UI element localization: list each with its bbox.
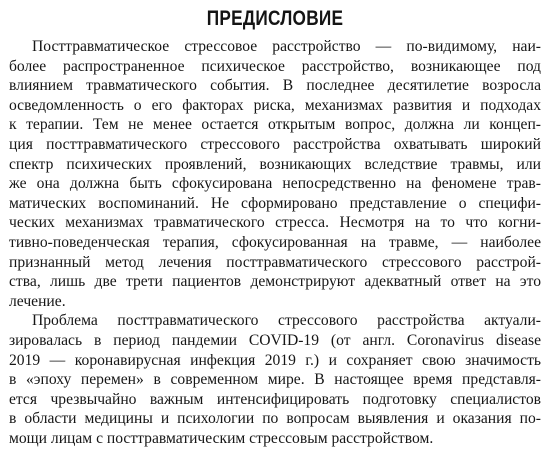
paragraph-1-line-7: спектр психических проявлений, возникающих вследствие травмы, или [9,155,541,173]
paragraph-2-line-5: ется чрезвычайно важным интенсифицировать подготовку специалистов [9,390,541,408]
paragraph-2-line-3: 2019 — коронавирусная инфекция 2019 г.) и сохраняет свою значимость [9,351,541,369]
paragraph-1-line-4: осведомленность о его факторах риска, механизмах развития и подходах [9,96,541,114]
paragraph-1-line-6: ция посттравматического стрессового расстройства охватывать широкий [9,136,541,153]
paragraph-1-line-2: более распространенное психическое расстройство, возникающее под [9,57,541,75]
paragraph-2-line-1: Проблема посттравматического стрессового расстройства актуали- [32,312,541,330]
paragraph-1-line-11: тивно-поведенческая терапия, сфокусированная на травме, — наиболее [9,234,541,251]
paragraph-1-line-9: матических воспоминаний. Не сформировано представление о специфи- [9,194,541,212]
paragraph-1-line-10: ческих механизмах травматического стресса. Несмотря на то что когни- [9,214,541,232]
paragraph-2-line-6: в области медицины и психологии по вопросам выявления и оказания по- [9,410,541,428]
page-title: ПРЕДИСЛОВИЕ [206,7,344,30]
paragraph-1-line-8: же она должна быть сфокусирована непосредственно на феномене трав- [9,175,541,193]
paragraph-1-line-3: влиянием травматического события. В последнее десятилетие возросла [9,77,541,95]
paragraph-1-line-13: ства, лишь две трети пациентов демонстрируют адекватный ответ на это [9,273,541,291]
paragraph-2-line-7: мощи лицам с посттравматическим стрессовым расстройством. [9,430,434,447]
paragraph-1-line-14: лечение. [9,292,66,310]
paragraph-2-line-2: зировалась в период пандемии COVID-19 (от англ. Coronavirus disease [9,332,541,349]
paragraph-1-line-12: признанный метод лечения посттравматического стрессового расстрой- [9,253,541,271]
paragraph-1-line-5: к терапии. Тем не менее остается открытым вопрос, должна ли концеп- [9,116,541,134]
paragraph-1-line-1: Посттравматическое стрессовое расстройство — по-видимому, наи- [32,38,541,55]
paragraph-2-line-4: в «эпоху перемен» в современном мире. В настоящее время представля- [9,371,541,389]
